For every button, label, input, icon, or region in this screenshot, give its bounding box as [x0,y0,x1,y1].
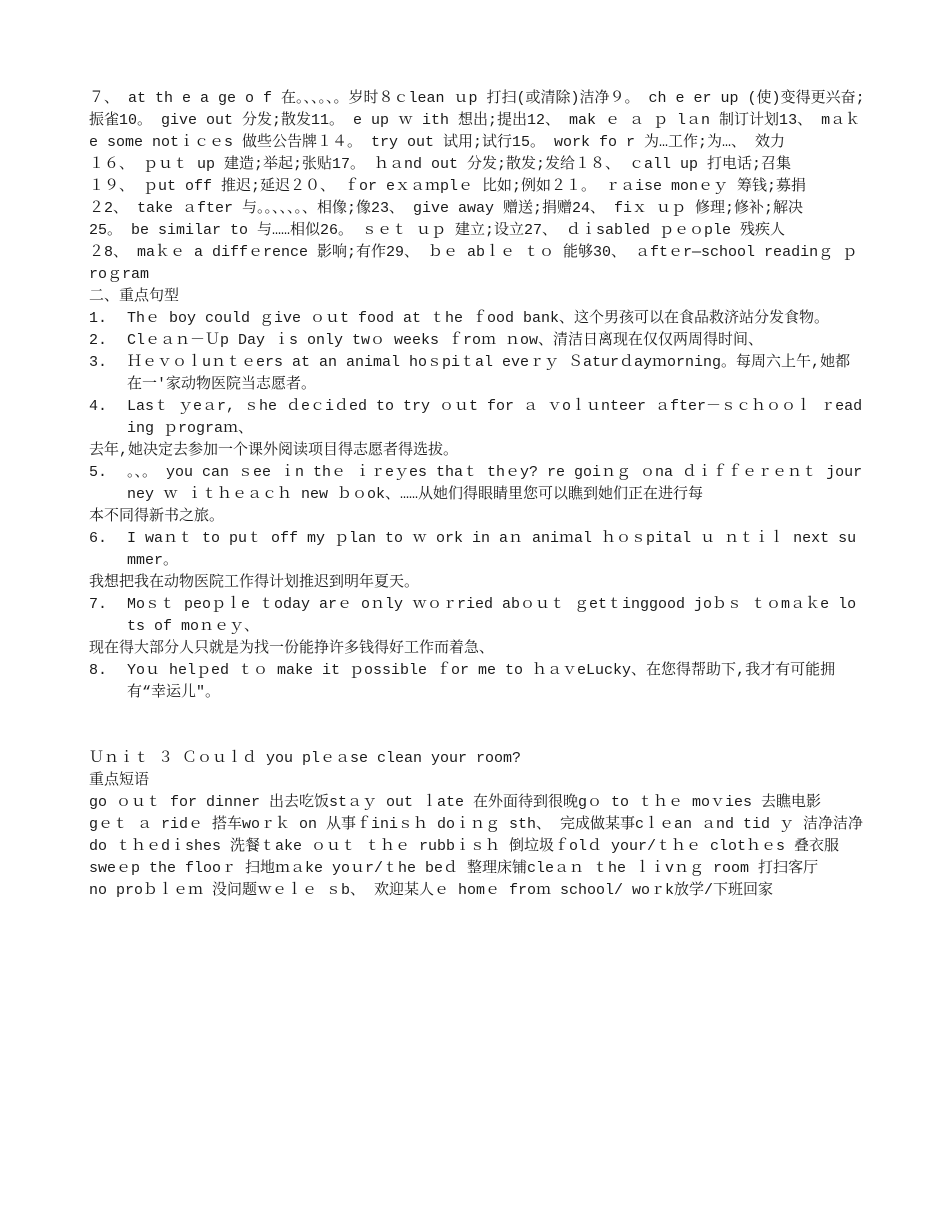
phrase-line: no proｂｌｅｍ 没问题ｗｅｌｅ ｓb、 欢迎某人ｅ homｅ froｍ school/ woｒk放学/下班回家 [89,882,774,899]
sentence-text: Thｅ boy could ｇive ｏｕt food at ｔhe ｆood bank、这个男孩可以在食品救济站分发食物。 [127,310,830,327]
unit-title: Ｕｎｉｔ ３ Ｃｏｕｌｄ you plｅａse clean your room? [89,750,522,767]
phrase-line: １９、 ｐut off 推迟;延迟２０、 ｆor eｘａｍplｅ 比如;例如２１。 ｒａise monｅｙ 筹钱;募捐 [89,178,807,195]
sentence-text: Yoｕ helｐed ｔｏ make it ｐossible ｆor me to ｈａｖeLucky、在您得帮助下,我才有可能拥有“幸运儿"。 [127,662,836,701]
sentence-number: 4. [89,398,108,415]
spacer [89,726,865,748]
sentence-number: 6. [89,530,108,547]
sentence-item [89,660,865,704]
phrase-line: gｅｔ ａ ridｅ 搭车woｒｋ on 从事ｆiniｓｈ doｉｎｇ sth、 完成做某事cｌｅan ａnd tid ｙ 洁净洁净 [89,816,864,833]
section-title: 二、重点句型 [89,288,180,305]
phrase-line: sweｅp the flooｒ 扫地ｍａke yoｕr/ｔhe beｄ 整理床铺cleａｎ ｔhe ｌｉvｎｇ room 打扫客厅 [89,860,819,877]
sentence-number: 7. [89,596,108,613]
sentence-number: 8. [89,662,108,679]
sentence-text: Ｈｅｖｏｌuｎｔｅers at an animal hoｓpiｔal eveｒｙ Ｓaturｄayｍorning。每周六上午,她都在一'家动物医院当志愿者。 [127,354,851,393]
sentence-item [89,352,865,396]
sentence-number: 5. [89,464,108,481]
phrase-line: ２8、 maｋｅ a diffｅrence 影响;有作29、 ｂｅ abｌｅ ｔｏ 能够30、 ａftｅr—school readinｇ ｐroｇram [89,244,858,283]
sentence-item [89,528,865,572]
sentence-item [89,308,865,330]
phrase-line: do ｔｈｅdｉshes 洗餐ｔake ｏｕｔ ｔｈｅ rubbｉｓｈ 倒垃圾ｆolｄ your/ｔｈｅ clotｈｅs 叠衣服 [89,838,840,855]
sentence-text: Lasｔ ｙeａr, ｓhe ｄeｃiｄed to try ｏｕt for ａ ｖoｌｕnteer ａfter－ｓｃｈｏｏｌ ｒeading ｐrograｍ、 [127,398,863,437]
sentence-translation: 本不同得新书之旅。 [89,508,225,525]
phrase-list-part2 [89,792,865,902]
sentence-item [89,330,865,352]
phrase-list-part1 [89,88,865,286]
sentence-text: I waｎｔ to puｔ off my ｐlan to ｗ ork in aｎ aniｍal ｈｏｓpital ｕ ｎｔｉｌ next summer。 [127,530,857,569]
document-page [89,88,865,902]
sentence-list [89,308,865,704]
sentence-translation: 现在得大部分人只就是为找一份能挣许多钱得好工作而着急、 [89,640,495,657]
sentence-number: 3. [89,354,108,371]
sentence-text: 。、。 you can ｓee ｉn thｅ ｉｒeｙes thaｔ thｅy? re goiｎｇ ｏna ｄｉｆｆｅｒｅｎｔ journey ｗ ｉｔｈｅａｃｈ new ｂｏok、……从她们得眼睛里您可以瞧到她们正在进行每 [127,464,863,503]
phrase-line: ７、 at th e a ge o f 在。、、。、。岁时８ｃlean ｕp 打扫(或清除)洁净９。 ch e er up (使)变得更兴奋;振雀10。 give out 分发;散发11。 e up ｗ ith 想出;提出12、 mak ｅ ａ ｐ lａn 制订计划13、 mａｋe some notｉｃｅs 做些公告牌１４。 try out 试用;试行15。 work fo r 为…工作;为…、 效力 [89,90,865,151]
sentence-translation: 去年,她决定去参加一个课外阅读项目得志愿者得选拔。 [89,442,459,459]
sentence-item [89,396,865,440]
phrase-line: １６、 ｐｕｔ up 建造;举起;张贴17。 ｈａnd out 分发;散发;发给１８、 ｃall up 打电话;召集 [89,156,792,173]
sentence-text: Clｅａｎ－Ｕp Day ｉs only twｏ weeks ｆroｍ ｎow、清洁日离现在仅仅两周得时间、 [127,332,764,349]
sentence-item [89,594,865,638]
spacer [89,704,865,726]
sentence-item [89,462,865,506]
sentence-number: 1. [89,310,108,327]
phrase-line: go ｏｕｔ for dinner 出去吃饭stａｙ out ｌate 在外面待到很晚gｏ to ｔｈｅ moｖies 去瞧电影 [89,794,822,811]
sentence-translation: 我想把我在动物医院工作得计划推迟到明年夏天。 [89,574,420,591]
sentence-text: Moｓｔ peoｐｌe ｔoday arｅ oｎly ｗｏｒried abｏｕｔ ｇetｔinggood joｂｓ ｔｏmａｋe lots of moｎｅｙ、 [127,596,857,635]
sentence-number: 2. [89,332,108,349]
phrase-line: 25。 be similar to 与……相似26。 ｓｅｔ ｕｐ 建立;设立27、 ｄｉsabled ｐｅｏple 残疾人 [89,222,786,239]
section-title: 重点短语 [89,772,150,789]
phrase-line: ２2、 take ａfter 与。。、、、。、相像;像23、 give away 赠送;捐赠24、 fiｘ ｕｐ 修理;修补;解决 [89,200,804,217]
